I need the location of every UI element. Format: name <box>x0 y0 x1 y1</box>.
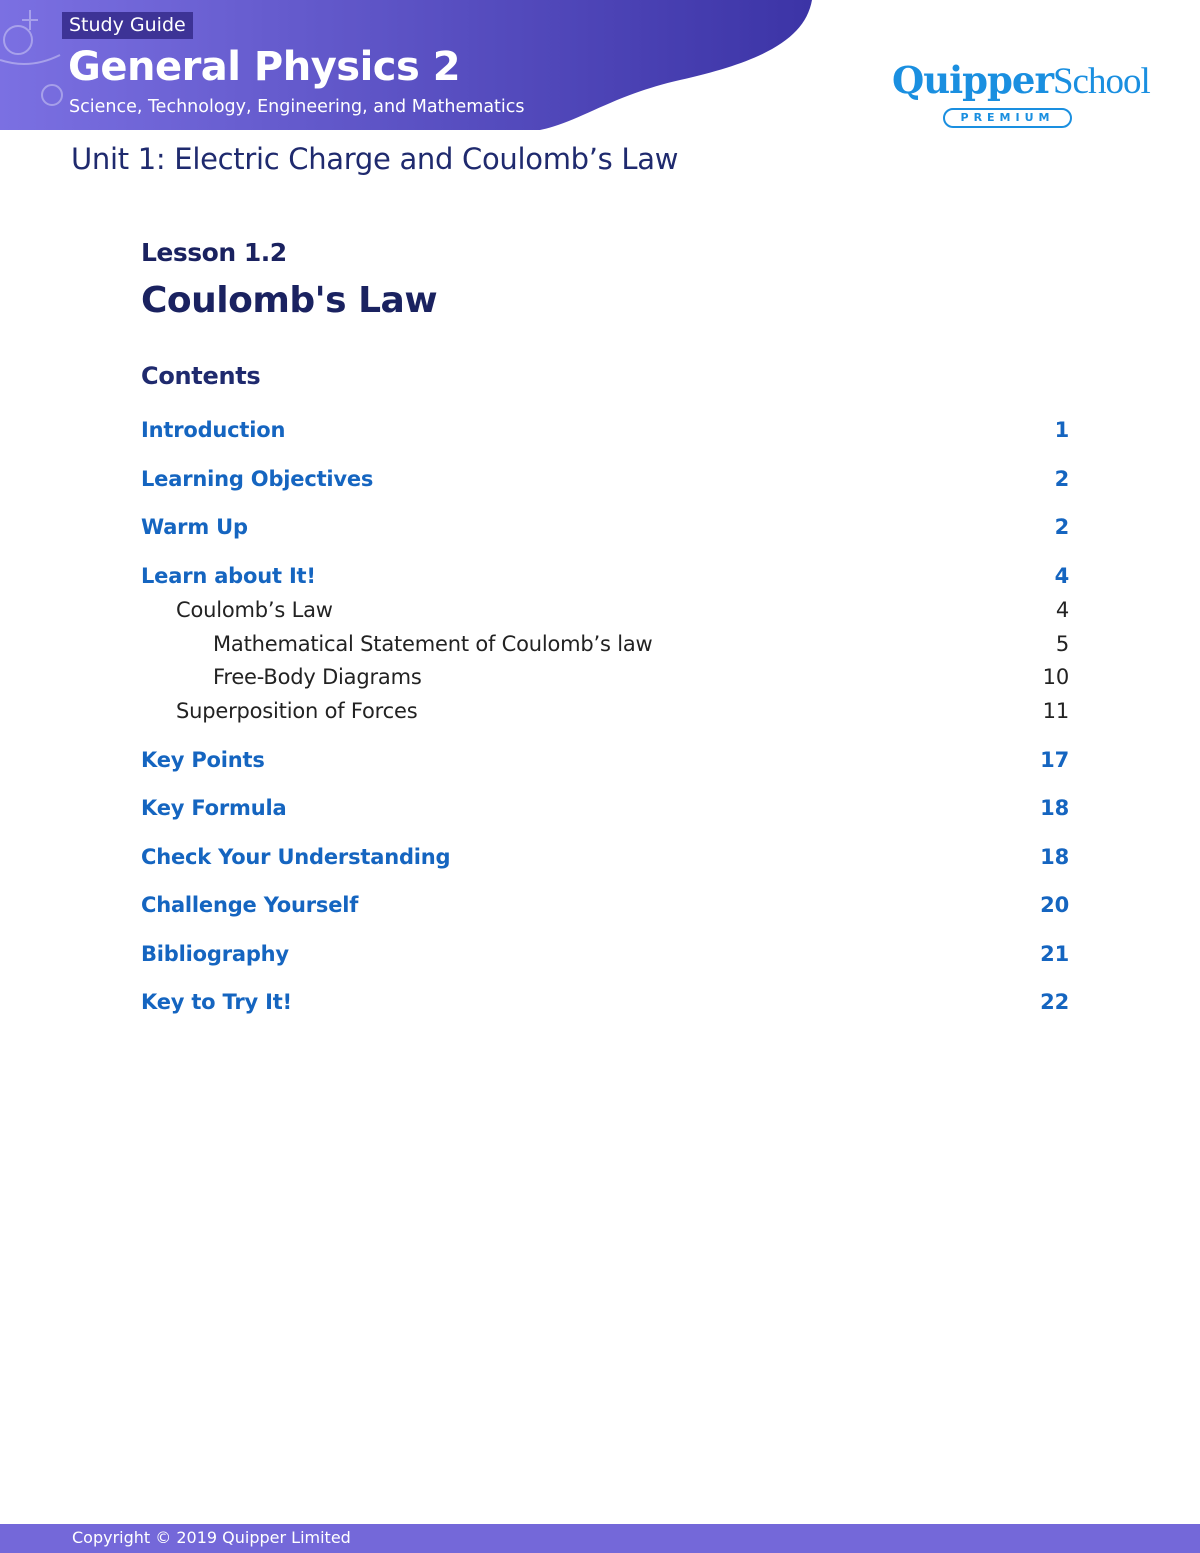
toc-entry-page: 21 <box>1040 942 1069 966</box>
toc-entry-label[interactable]: Introduction <box>141 418 286 442</box>
toc-entry[interactable] <box>141 564 1069 594</box>
toc-entry-label[interactable]: Key to Try It! <box>141 990 292 1014</box>
toc-entry-label[interactable]: Warm Up <box>141 515 248 539</box>
toc-entry-page: 20 <box>1040 893 1069 917</box>
footer-band <box>0 1524 1200 1553</box>
toc-entry-page: 22 <box>1040 990 1069 1014</box>
lesson-title: Coulomb's Law <box>141 280 438 321</box>
toc-entry-label[interactable]: Key Formula <box>141 796 287 820</box>
toc-subentry-page: 11 <box>1042 699 1069 723</box>
quipper-school-logo <box>892 58 1150 138</box>
contents-heading: Contents <box>141 362 261 390</box>
toc-subentry-page: 4 <box>1055 598 1069 622</box>
toc-subentry-label[interactable]: Superposition of Forces <box>176 699 418 723</box>
toc-subentry[interactable] <box>141 699 1069 729</box>
toc-entry[interactable] <box>141 418 1069 448</box>
toc-entry[interactable] <box>141 515 1069 545</box>
toc-subsubentry-label[interactable]: Free-Body Diagrams <box>213 665 422 689</box>
toc-subsubentry[interactable] <box>141 665 1069 695</box>
toc-entry[interactable] <box>141 796 1069 826</box>
toc-entry-label[interactable]: Learning Objectives <box>141 467 374 491</box>
toc-entry-page: 2 <box>1054 467 1069 491</box>
toc-entry[interactable] <box>141 893 1069 923</box>
toc-entry-page: 4 <box>1054 564 1069 588</box>
toc-entry[interactable] <box>141 990 1069 1020</box>
logo-word-school: School <box>1052 61 1150 102</box>
toc-entry-label[interactable]: Challenge Yourself <box>141 893 359 917</box>
toc-entry-page: 1 <box>1054 418 1069 442</box>
toc-entry-page: 18 <box>1040 796 1069 820</box>
toc-subentry[interactable] <box>141 598 1069 628</box>
course-title: General Physics 2 <box>68 44 461 90</box>
copyright-notice: Copyright © 2019 Quipper Limited <box>72 1528 351 1547</box>
logo-premium-badge: PREMIUM <box>943 108 1072 128</box>
toc-entry-page: 18 <box>1040 845 1069 869</box>
toc-subsubentry-page: 5 <box>1055 632 1069 656</box>
toc-subentry-label[interactable]: Coulomb’s Law <box>176 598 333 622</box>
logo-word-quipper: Quipper <box>892 58 1053 102</box>
toc-entry[interactable] <box>141 942 1069 972</box>
toc-entry-label[interactable]: Key Points <box>141 748 265 772</box>
toc-subsubentry[interactable] <box>141 632 1069 662</box>
toc-subsubentry-page: 10 <box>1042 665 1069 689</box>
toc-entry[interactable] <box>141 748 1069 778</box>
logo-wordmark <box>892 58 1150 104</box>
toc-entry-label[interactable]: Bibliography <box>141 942 289 966</box>
toc-entry[interactable] <box>141 845 1069 875</box>
toc-entry-label[interactable]: Learn about It! <box>141 564 316 588</box>
toc-entry-label[interactable]: Check Your Understanding <box>141 845 451 869</box>
unit-title: Unit 1: Electric Charge and Coulomb’s Law <box>71 142 679 176</box>
lesson-number: Lesson 1.2 <box>141 238 287 267</box>
study-guide-tag: Study Guide <box>62 12 193 39</box>
toc-entry[interactable] <box>141 467 1069 497</box>
toc-subsubentry-label[interactable]: Mathematical Statement of Coulomb’s law <box>213 632 653 656</box>
course-subtitle: Science, Technology, Engineering, and Mathematics <box>69 97 525 117</box>
toc-entry-page: 2 <box>1054 515 1069 539</box>
toc-entry-page: 17 <box>1040 748 1069 772</box>
